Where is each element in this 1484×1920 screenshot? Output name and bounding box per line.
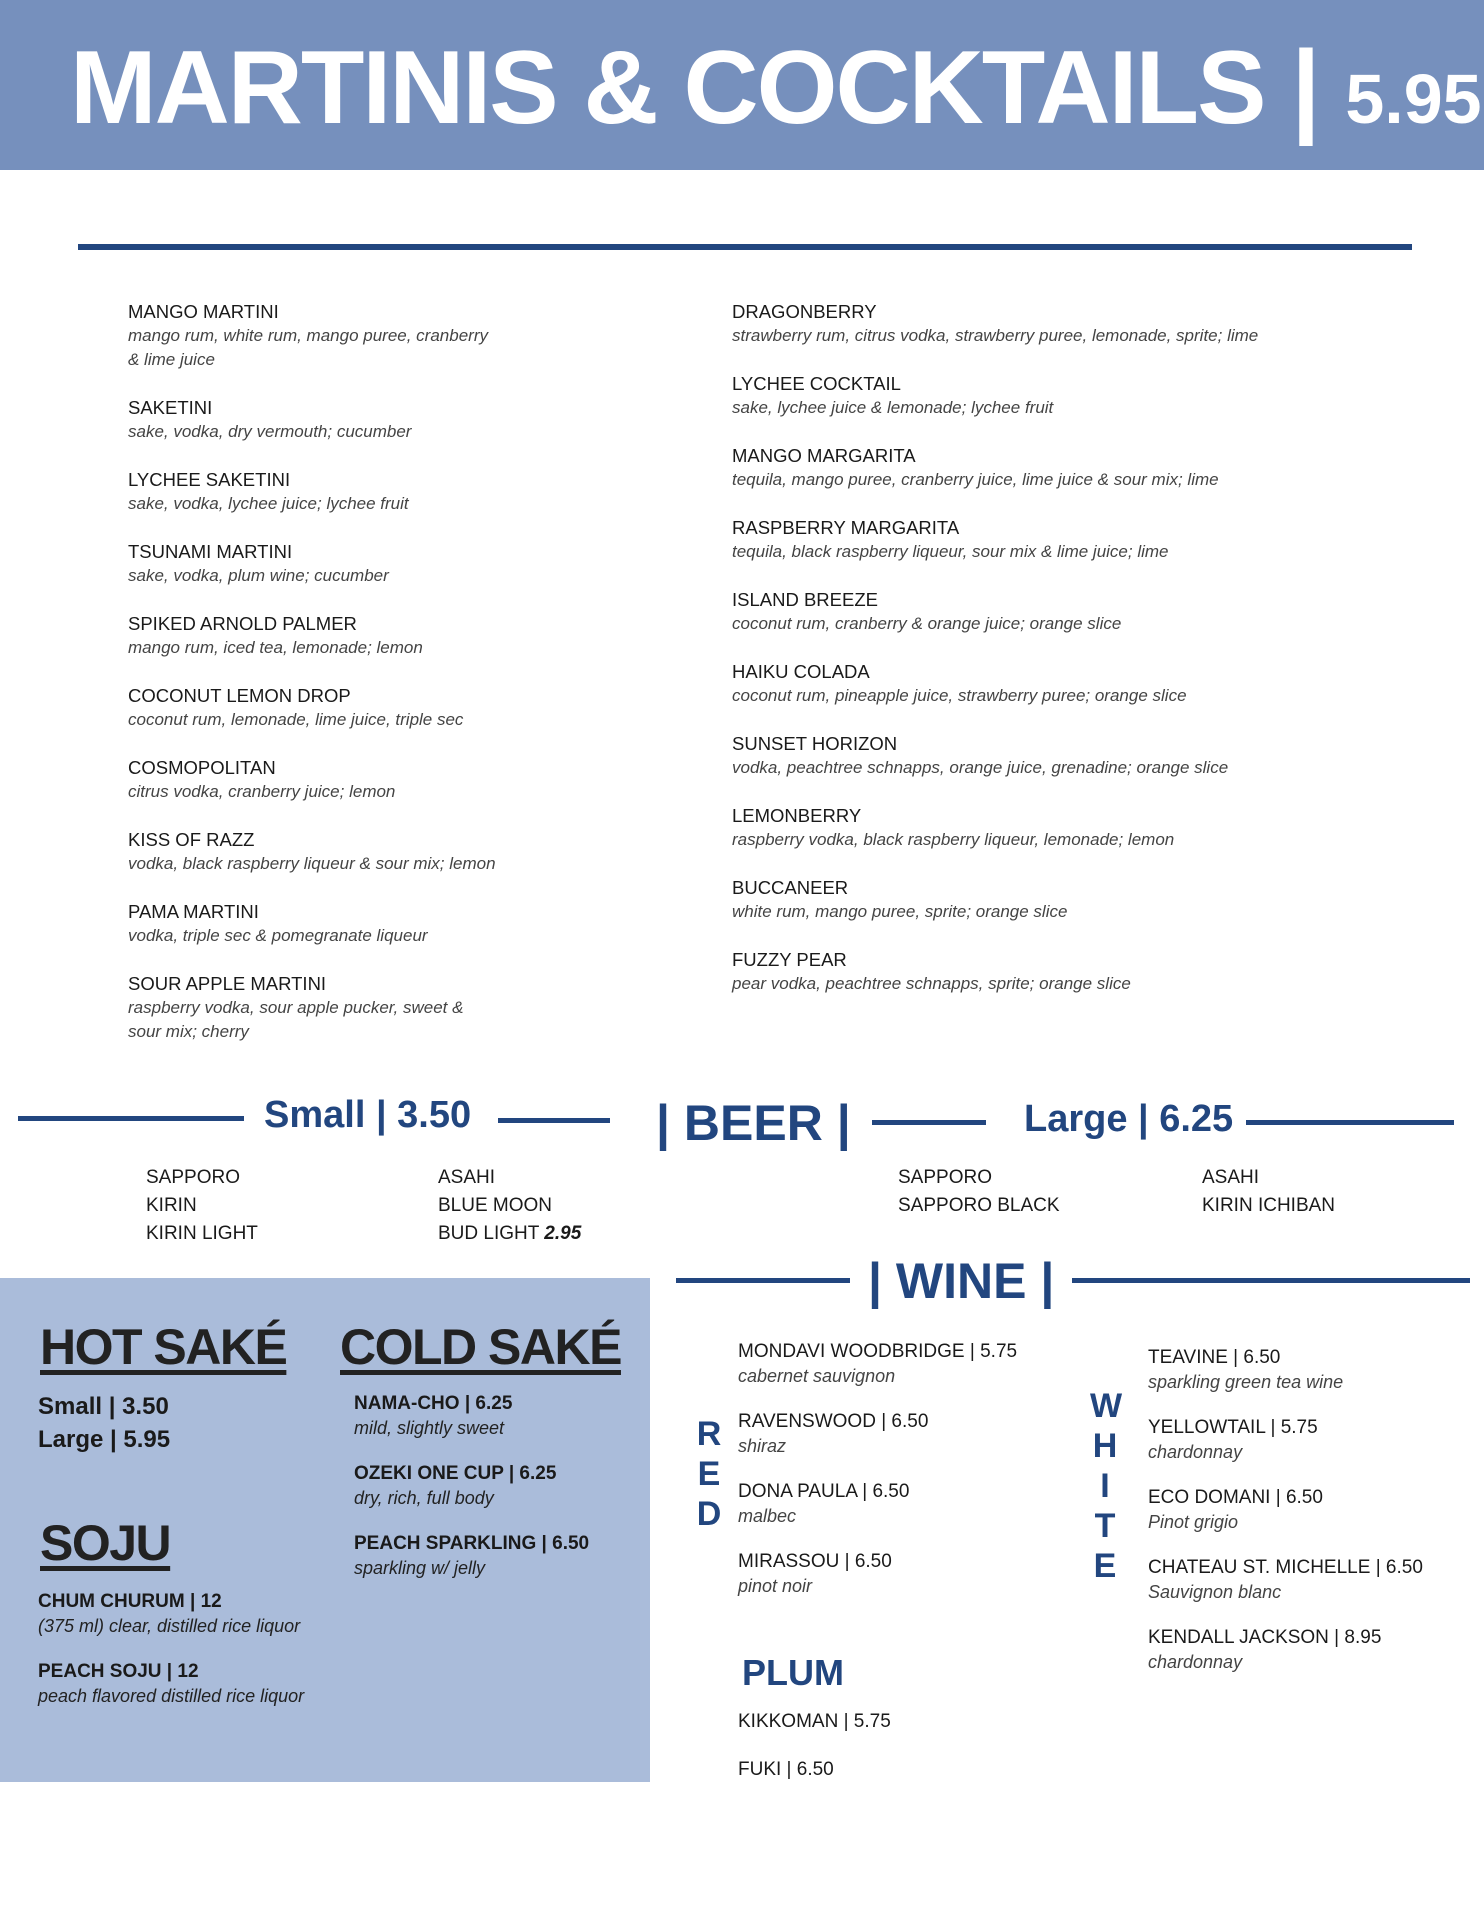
- cocktail-name: ISLAND BREEZE: [732, 589, 878, 610]
- white-letter: I: [1100, 1467, 1110, 1505]
- wine-divider-right: [1072, 1278, 1470, 1283]
- cocktail-desc: sake, lychee juice & lemonade; lychee fruit: [732, 398, 1054, 417]
- hot-sake-small: Small | 3.50: [38, 1393, 169, 1420]
- wine-desc: Pinot grigio: [1148, 1512, 1239, 1532]
- cocktail-item: [128, 900, 648, 948]
- white-letter: T: [1094, 1507, 1116, 1545]
- soju-name: PEACH SOJU | 12: [38, 1661, 199, 1682]
- cocktail-desc: coconut rum, lemonade, lime juice, triple sec: [128, 710, 464, 729]
- cocktail-name: RASPBERRY MARGARITA: [732, 517, 960, 538]
- beer-item-price: 2.95: [544, 1223, 582, 1244]
- cocktail-desc: white rum, mango puree, sprite; orange slice: [732, 902, 1068, 921]
- soju-desc: peach flavored distilled rice liquor: [38, 1686, 305, 1706]
- cocktail-name: COSMOPOLITAN: [128, 757, 276, 778]
- beer-item: KIRIN: [146, 1195, 197, 1216]
- cocktails-right-column: [732, 300, 1432, 1020]
- beer-title: | BEER |: [656, 1095, 851, 1151]
- hot-sake-large: Large | 5.95: [38, 1426, 171, 1453]
- title-price: 5.95: [1345, 60, 1482, 138]
- cocktail-item: [128, 540, 648, 588]
- cocktail-desc: vodka, black raspberry liqueur & sour mix; lemon: [128, 854, 496, 873]
- wine-desc: shiraz: [738, 1436, 787, 1456]
- cocktail-item: [128, 972, 648, 1044]
- top-divider: [78, 244, 1412, 250]
- soju-item: [38, 1590, 358, 1638]
- white-wine-item: [1148, 1346, 1468, 1394]
- cocktail-name: SPIKED ARNOLD PALMER: [128, 613, 357, 634]
- cocktail-name: LYCHEE COCKTAIL: [732, 373, 901, 394]
- cocktail-item: [128, 300, 648, 372]
- wine-desc: Sauvignon blanc: [1148, 1582, 1282, 1602]
- wine-desc: malbec: [738, 1506, 797, 1526]
- red-letter: D: [696, 1495, 722, 1533]
- wine-divider-left: [676, 1278, 850, 1283]
- cocktail-desc: coconut rum, pineapple juice, strawberry puree; orange slice: [732, 686, 1187, 705]
- cocktail-name: COCONUT LEMON DROP: [128, 685, 351, 706]
- white-letter: E: [1093, 1547, 1117, 1585]
- cocktail-item: [128, 828, 648, 876]
- wine-name: YELLOWTAIL | 5.75: [1148, 1417, 1318, 1438]
- cocktail-name: SOUR APPLE MARTINI: [128, 973, 327, 994]
- cocktail-name: SAKETINI: [128, 397, 213, 418]
- cocktail-desc: coconut rum, cranberry & orange juice; orange slice: [732, 614, 1122, 633]
- cocktail-name: FUZZY PEAR: [732, 949, 847, 970]
- plum-wine-item: KIKKOMAN | 5.75: [738, 1711, 891, 1732]
- beer-item-name: BUD LIGHT: [438, 1223, 540, 1244]
- red-wine-vertical-label: [694, 1414, 724, 1534]
- cocktail-name: MANGO MARTINI: [128, 301, 279, 322]
- beer-item: SAPPORO BLACK: [898, 1195, 1060, 1216]
- beer-small-list-1: [146, 1164, 258, 1248]
- cocktail-desc: sake, vodka, lychee juice; lychee fruit: [128, 494, 409, 513]
- cocktail-name: LYCHEE SAKETINI: [128, 469, 291, 490]
- wine-name: RAVENSWOOD | 6.50: [738, 1411, 929, 1432]
- wine-desc: chardonnay: [1148, 1442, 1243, 1462]
- cocktails-left-column: [128, 300, 648, 1068]
- cocktail-item: [732, 732, 1432, 780]
- wine-desc: sparkling green tea wine: [1148, 1372, 1344, 1392]
- beer-item: SAPPORO: [898, 1167, 992, 1188]
- cocktail-item: [732, 876, 1432, 924]
- soju-desc: (375 ml) clear, distilled rice liquor: [38, 1616, 301, 1636]
- cold-sake-item: [354, 1532, 644, 1580]
- beer-item: KIRIN ICHIBAN: [1202, 1195, 1336, 1216]
- cold-sake-item: [354, 1392, 644, 1440]
- red-wine-item: [738, 1410, 1098, 1458]
- white-wine-item: [1148, 1626, 1468, 1674]
- cocktail-name: HAIKU COLADA: [732, 661, 870, 682]
- beer-item: ASAHI: [438, 1167, 496, 1188]
- cocktail-desc: sake, vodka, dry vermouth; cucumber: [128, 422, 412, 441]
- cold-sake-desc: sparkling w/ jelly: [354, 1558, 486, 1578]
- cocktail-item: [732, 804, 1432, 852]
- wine-desc: cabernet sauvignon: [738, 1366, 896, 1386]
- beer-item: ASAHI: [1202, 1167, 1260, 1188]
- cocktail-name: LEMONBERRY: [732, 805, 862, 826]
- cocktail-name: TSUNAMI MARTINI: [128, 541, 293, 562]
- cocktail-item: [732, 660, 1432, 708]
- title-text: MARTINIS & COCKTAILS |: [70, 30, 1319, 146]
- cocktail-desc: strawberry rum, citrus vodka, strawberry puree, lemonade, sprite; lime: [732, 326, 1259, 345]
- white-letter: W: [1090, 1387, 1123, 1425]
- red-wine-list: [738, 1340, 1098, 1620]
- cold-sake-title: COLD SAKÉ: [340, 1319, 621, 1375]
- cocktail-name: BUCCANEER: [732, 877, 849, 898]
- beer-item: KIRIN LIGHT: [146, 1223, 258, 1244]
- plum-title: PLUM: [742, 1652, 844, 1693]
- white-letter: H: [1092, 1427, 1118, 1465]
- beer-divider-left: [18, 1116, 244, 1121]
- beer-large-list-2: [1202, 1164, 1335, 1220]
- cocktail-item: [128, 756, 648, 804]
- red-wine-item: [738, 1480, 1098, 1528]
- cocktail-desc: pear vodka, peachtree schnapps, sprite; orange slice: [732, 974, 1131, 993]
- cocktail-desc: raspberry vodka, black raspberry liqueur, lemonade; lemon: [732, 830, 1175, 849]
- soju-list: [38, 1590, 358, 1730]
- wine-name: MONDAVI WOODBRIDGE | 5.75: [738, 1341, 1018, 1362]
- cocktail-item: [732, 516, 1432, 564]
- cocktail-name: KISS OF RAZZ: [128, 829, 255, 850]
- cold-sake-name: OZEKI ONE CUP | 6.25: [354, 1463, 557, 1484]
- cold-sake-list: [354, 1392, 644, 1602]
- page-title: [70, 28, 1482, 159]
- hot-sake-sizes: [38, 1390, 170, 1456]
- beer-item: [438, 1220, 581, 1248]
- wine-desc: pinot noir: [738, 1576, 813, 1596]
- wine-name: MIRASSOU | 6.50: [738, 1551, 892, 1572]
- wine-name: ECO DOMANI | 6.50: [1148, 1487, 1323, 1508]
- cocktail-name: PAMA MARTINI: [128, 901, 259, 922]
- cocktail-item: [732, 372, 1432, 420]
- beer-divider-mid-left: [498, 1118, 610, 1123]
- wine-name: KENDALL JACKSON | 8.95: [1148, 1627, 1382, 1648]
- beer-item: SAPPORO: [146, 1167, 240, 1188]
- cold-sake-desc: mild, slightly sweet: [354, 1418, 505, 1438]
- cold-sake-name: NAMA-CHO | 6.25: [354, 1393, 513, 1414]
- cold-sake-item: [354, 1462, 644, 1510]
- wine-title: | WINE |: [868, 1253, 1055, 1309]
- soju-title: SOJU: [40, 1515, 171, 1571]
- cocktail-desc: mango rum, iced tea, lemonade; lemon: [128, 638, 423, 657]
- beer-large-label: Large | 6.25: [1024, 1098, 1234, 1140]
- wine-desc: chardonnay: [1148, 1652, 1243, 1672]
- plum-wine-list: [738, 1710, 891, 1782]
- cocktail-item: [732, 300, 1432, 348]
- plum-wine-item: FUKI | 6.50: [738, 1759, 834, 1780]
- cocktail-item: [128, 612, 648, 660]
- cocktail-item: [128, 684, 648, 732]
- white-wine-item: [1148, 1486, 1468, 1534]
- cocktail-desc: citrus vodka, cranberry juice; lemon: [128, 782, 396, 801]
- white-wine-vertical-label: [1090, 1386, 1123, 1586]
- beer-small-list-2: [438, 1164, 581, 1248]
- wine-name: DONA PAULA | 6.50: [738, 1481, 910, 1502]
- cocktail-item: [732, 444, 1432, 492]
- beer-small-label: Small | 3.50: [264, 1094, 472, 1136]
- white-wine-list: [1148, 1346, 1468, 1696]
- cocktail-name: DRAGONBERRY: [732, 301, 877, 322]
- wine-name: TEAVINE | 6.50: [1148, 1347, 1281, 1368]
- red-letter: E: [697, 1455, 721, 1493]
- cocktail-desc: mango rum, white rum, mango puree, cranberry & lime juice: [128, 326, 488, 369]
- white-wine-item: [1148, 1416, 1468, 1464]
- beer-item: BLUE MOON: [438, 1195, 553, 1216]
- cocktail-desc: vodka, triple sec & pomegranate liqueur: [128, 926, 428, 945]
- cocktail-name: MANGO MARGARITA: [732, 445, 916, 466]
- cocktail-item: [128, 468, 648, 516]
- soju-item: [38, 1660, 358, 1708]
- cocktail-desc: tequila, mango puree, cranberry juice, lime juice & sour mix; lime: [732, 470, 1219, 489]
- beer-large-list-1: [898, 1164, 1060, 1220]
- cold-sake-desc: dry, rich, full body: [354, 1488, 494, 1508]
- beer-divider-mid-right: [872, 1120, 986, 1125]
- cocktail-desc: vodka, peachtree schnapps, orange juice, grenadine; orange slice: [732, 758, 1229, 777]
- cocktail-desc: sake, vodka, plum wine; cucumber: [128, 566, 389, 585]
- cocktail-item: [732, 948, 1432, 996]
- hot-sake-title: HOT SAKÉ: [40, 1319, 287, 1375]
- cold-sake-name: PEACH SPARKLING | 6.50: [354, 1533, 590, 1554]
- red-letter: R: [696, 1415, 722, 1453]
- cocktail-item: [128, 396, 648, 444]
- cocktail-desc: raspberry vodka, sour apple pucker, sweet & sour mix; cherry: [128, 998, 464, 1041]
- cocktail-name: SUNSET HORIZON: [732, 733, 898, 754]
- red-wine-item: [738, 1340, 1098, 1388]
- cocktail-desc: tequila, black raspberry liqueur, sour mix & lime juice; lime: [732, 542, 1169, 561]
- cocktail-item: [732, 588, 1432, 636]
- soju-name: CHUM CHURUM | 12: [38, 1591, 222, 1612]
- white-wine-item: [1148, 1556, 1468, 1604]
- beer-divider-right: [1246, 1120, 1454, 1125]
- wine-name: CHATEAU ST. MICHELLE | 6.50: [1148, 1557, 1423, 1578]
- red-wine-item: [738, 1550, 1098, 1598]
